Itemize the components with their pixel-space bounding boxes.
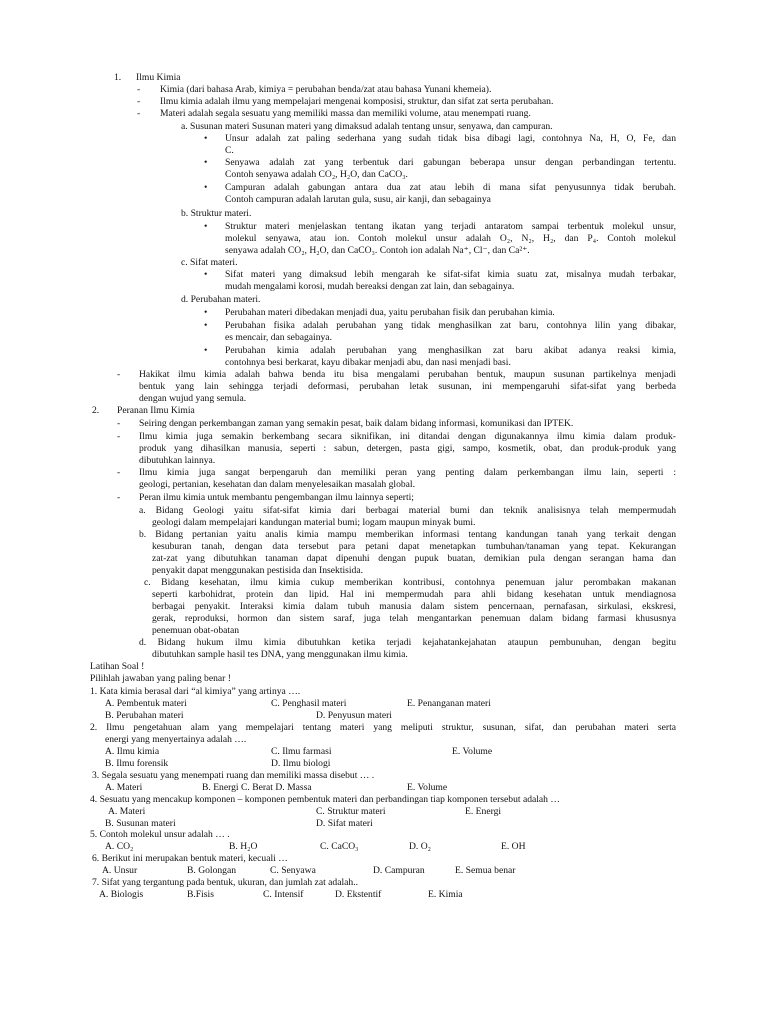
section-2-number: 2. [92, 405, 100, 416]
option-b: B. Susunan materi [105, 818, 176, 829]
question-6: 6. Berikut ini merupakan bentuk materi, kecuali … [92, 853, 288, 864]
option-e: E. OH [501, 841, 526, 852]
list-item-d: d. Bidang hukum ilmu kimia dibutuhkan ketika terjadi kejahatankejahatan ataupun pembunuhan, dengan begitu [139, 637, 676, 648]
subsection-c-title: c. Sifat materi. [181, 257, 238, 268]
option-c: C. Senyawa [270, 865, 316, 876]
list-item-c: berbagai penyakit. Interaksi kimia dalam tubuh manusia dalam sistem pencernaan, pernafasan, sirkulasi, ekskresi, [152, 601, 676, 612]
question-2: 2. Ilmu pengetahuan alam yang mempelajari tentang materi yang meliputi struktur, susunan, sifat, dan perubahan materi serta [90, 722, 676, 733]
option-e: E. Volume [452, 746, 493, 757]
bullet-text: Senyawa adalah zat yang terbentuk dari gabungan beberapa unsur dengan perbandingan tertentu. [225, 157, 676, 168]
paragraph: Ilmu kimia juga sangat berpengaruh dan memiliki peran yang penting dalam perkembangan ilmu lain, seperti : [139, 467, 676, 478]
list-item-a: geologi dalam mempelajari kandungan material bumi; logam maupun minyak bumi. [152, 517, 476, 528]
bullet-text: Campuran adalah gabungan antara dua zat atau lebih di mana sifat penyusunnya tidak berubah. [225, 182, 676, 193]
paragraph: produk yang dihasilkan manusia, seperti : sabun, detergen, pasta gigi, sampo, kosmetik, obat, dan produk-produk yang [139, 443, 676, 454]
option-a: A. Pembentuk materi [105, 698, 187, 709]
option-d: D. Sifat materi [316, 818, 373, 829]
option-b: B. H₂O [229, 841, 258, 852]
option-d: D. Ekstentif [335, 889, 382, 900]
list-item-c: seperti karbohidrat, protein dan lipid. Hal ini mempermudah para ahli bidang kesehatan untuk mendiagnosa [152, 589, 676, 600]
list-item-d: dibutuhkan sample hasil tes DNA, yang menggunakan ilmu kimia. [152, 649, 408, 660]
option-a: A. Ilmu kimia [105, 746, 160, 757]
list-item-b: kesuburan tanah, dengan data tersebut para petani dapat menetapkan tumbuhan/tanaman yang tepat. Kekurangan [152, 541, 676, 552]
option-a: A. Materi [105, 782, 143, 793]
option-e: E. Kimia [428, 889, 463, 900]
bullet-dot: • [204, 221, 208, 232]
question-2: energi yang menyertainya adalah …. [105, 734, 247, 745]
list-item-c: c. Bidang kesehatan, ilmu kimia cukup memberikan kontribusi, contohnya penemuan jalur perombakan makanan [144, 577, 676, 588]
section-2-title: Peranan Ilmu Kimia [117, 405, 195, 416]
bullet-text: Perubahan fisika adalah perubahan yang tidak menghasilkan zat baru, contohnya lilin yang dibakar, [225, 320, 676, 331]
question-5: 5. Contoh molekul unsur adalah … . [90, 829, 230, 840]
option-b: B. Perubahan materi [105, 710, 184, 721]
paragraph: Kimia (dari bahasa Arab, kimiya = perubahan benda/zat atau bahasa Yunani khemeia). [160, 84, 492, 95]
option-a: A. Biologis [99, 889, 144, 900]
paragraph: Seiring dengan perkembangan zaman yang semakin pesat, baik dalam bidang informasi, komunikasi dan IPTEK. [139, 418, 574, 429]
bullet-dot: • [204, 320, 208, 331]
paragraph: Hakikat ilmu kimia adalah bahwa benda itu bisa mengalami perubahan bentuk, maupun susunan partikelnya menjadi [139, 369, 676, 380]
bullet-text: Unsur adalah zat paling sederhana yang sudah tidak bisa dibagi lagi, contohnya Na, H, O, Fe, dan [225, 133, 676, 144]
section-1-title: Ilmu Kimia [136, 72, 181, 83]
option-e: E. Semua benar [455, 865, 516, 876]
option-b: B. Golongan [187, 865, 237, 876]
bullet-text: contohnya besi berkarat, kayu dibakar menjadi abu, dan nasi menjadi basi. [225, 357, 511, 368]
paragraph: Peran ilmu kimia untuk membantu pengembangan ilmu lainnya seperti; [139, 492, 414, 503]
dash-bullet: - [117, 467, 121, 478]
paragraph: geologi, pertanian, kesehatan dan dalam menyelesaikan masalah global. [139, 479, 415, 490]
list-item-b: zat-zat yang dibutuhkan tanaman dapat dipenuhi dengan pupuk buatan, demikian pula dengan serangan hama dan [152, 553, 676, 564]
option-a: A. Unsur [102, 865, 138, 876]
option-d: D. O₂ [409, 841, 431, 852]
question-1: 1. Kata kimia berasal dari “al kimiya” yang artinya …. [90, 686, 301, 697]
bullet-text: Struktur materi menjelaskan tentang ikatan yang terjadi antaratom sampai terbentuk molekul unsur, [225, 221, 676, 232]
bullet-text: Sifat materi yang dimaksud lebih mengarah ke sifat-sifat kimia suatu zat, misalnya mudah terbakar, [225, 269, 676, 280]
question-3: 3. Segala sesuatu yang menempati ruang dan memiliki massa disebut … . [92, 770, 375, 781]
subsection-b-title: b. Struktur materi. [181, 208, 252, 219]
bullet-dot: • [204, 269, 208, 280]
option-bcd: B. Energi C. Berat D. Massa [202, 782, 312, 793]
option-e: E. Volume [407, 782, 448, 793]
dash-bullet: - [117, 492, 121, 503]
option-e: E. Penanganan materi [407, 698, 491, 709]
bullet-dot: • [204, 345, 208, 356]
paragraph: Materi adalah segala sesuatu yang memiliki massa dan memiliki volume, atau menempati ruang. [160, 108, 531, 119]
quiz-instruction: Pilihlah jawaban yang paling benar ! [90, 673, 231, 684]
paragraph: dengan wujud yang semula. [139, 393, 247, 404]
question-7: 7. Sifat yang tergantung pada bentuk, ukuran, dan jumlah zat adalah.. [92, 877, 358, 888]
list-item-c: gerak, reproduksi, hormon dan sistem saraf, juga telah mengantarkan penemuan dalam bidang farmasi khususnya [152, 613, 676, 624]
option-c: C. Ilmu farmasi [271, 746, 332, 757]
dash-bullet: - [137, 84, 141, 95]
dash-bullet: - [117, 369, 121, 380]
paragraph: bentuk yang lain sehingga terjadi deformasi, perubahan letak susunan, ini mempengaruhi sifat-sifat yang berbeda [139, 381, 676, 392]
paragraph: dibutuhkan lainnya. [139, 455, 216, 466]
list-item-b: b. Bidang pertanian yaitu analis kimia mampu memberikan informasi tentang kandungan tanah yang terkait dengan [139, 529, 676, 540]
paragraph: Ilmu kimia adalah ilmu yang mempelajari mengenai komposisi, struktur, dan sifat zat serta perubahan. [160, 96, 554, 107]
bullet-text: molekul senyawa, atau ion. Contoh molekul unsur adalah O₂, N₂, H₂, dan P₄. Contoh molekul [225, 233, 676, 244]
dash-bullet: - [117, 431, 121, 442]
bullet-text: mudah mengalami korosi, mudah bereaksi dengan zat lain, dan sebagainya. [225, 281, 515, 292]
option-c: C. CaCO₃ [320, 841, 359, 852]
dash-bullet: - [137, 96, 141, 107]
option-e: E. Energi [465, 806, 502, 817]
option-d: D. Penyusun materi [316, 710, 392, 721]
bullet-dot: • [204, 157, 208, 168]
list-item-c: penemuan obat-obatan [152, 625, 240, 636]
option-a: A. Materi [108, 806, 146, 817]
quiz-heading: Latihan Soal ! [90, 661, 145, 672]
bullet-text: Contoh senyawa adalah CO₂, H₂O, dan CaCO₃. [225, 169, 408, 180]
bullet-text: senyawa adalah CO₂, H₂O, dan CaCO₃. Contoh ion adalah Na⁺, Cl⁻, dan Ca²⁺. [225, 245, 530, 256]
subsection-d-title: d. Perubahan materi. [181, 294, 261, 305]
bullet-dot: • [204, 182, 208, 193]
option-c: C. Penghasil materi [271, 698, 347, 709]
question-4: 4. Sesuatu yang mencakup komponen – komponen pembentuk materi dan perbandingan tiap komponen tersebut adalah … [90, 794, 560, 805]
option-d: D. Ilmu biologi [271, 758, 331, 769]
bullet-dot: • [204, 133, 208, 144]
option-c: C. Struktur materi [316, 806, 386, 817]
paragraph: Ilmu kimia juga semakin berkembang secara siknifikan, ini ditandai dengan digunakannya ilmu kimia dalam produk- [139, 431, 676, 442]
option-c: C. Intensif [263, 889, 304, 900]
bullet-text: es mencair, dan sebagainya. [225, 332, 332, 343]
option-b: B.Fisis [187, 889, 214, 900]
option-b: B. Ilmu forensik [105, 758, 169, 769]
section-1-number: 1. [114, 72, 122, 83]
subsection-a-title: a. Susunan materi Susunan materi yang dimaksud adalah tentang unsur, senyawa, dan campuran. [181, 121, 553, 132]
bullet-text: C. [225, 145, 234, 156]
bullet-text: Contoh campuran adalah larutan gula, susu, air kanji, dan sebagainya [225, 194, 491, 205]
option-d: D. Campuran [373, 865, 425, 876]
option-a: A. CO₂ [105, 841, 134, 852]
bullet-dot: • [204, 307, 208, 318]
dash-bullet: - [117, 418, 121, 429]
dash-bullet: - [137, 108, 141, 119]
list-item-a: a. Bidang Geologi yaitu sifat-sifat kimia dari berbagai material bumi dan teknik analisisnya telah mempermudah [139, 505, 676, 516]
bullet-text: Perubahan materi dibedakan menjadi dua, yaitu perubahan fisik dan perubahan kimia. [225, 307, 555, 318]
bullet-text: Perubahan kimia adalah perubahan yang menghasilkan zat baru akibat adanya reaksi kimia, [225, 345, 676, 356]
list-item-b: penyakit dapat menggunakan pestisida dan Insektisida. [152, 565, 364, 576]
